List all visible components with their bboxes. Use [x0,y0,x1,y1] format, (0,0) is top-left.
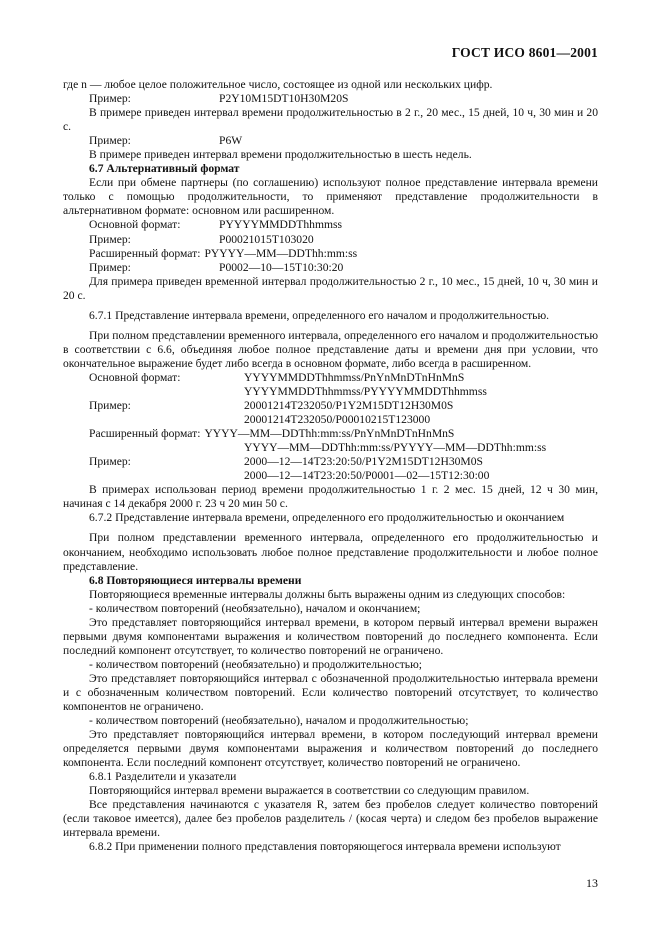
paragraph: Это представляет повторяющийся интервал времени, в котором последующий интервал времени определяется первыми двумя компонентами выражения и количеством повторений до последнего компонента. Если последний компонент отсутствует, количество повторений не ограничено. [63,728,598,770]
subsection-heading: 6.7.1 Представление интервала времени, определенного его началом и продолжительностью. [89,308,550,322]
example-label: Пример: [89,455,131,469]
format-row [63,427,598,441]
example-value: 2000—12—14T23:20:50/P0001—02—15T12:30:00 [244,469,490,483]
paragraph: Это представляет повторяющийся интервал времени, в котором первый интервал времени выражен первыми двумя компонентами выражения и количеством повторений до последнего компонента. Если последний компонент отсутствует, то количество повторений не ограничено. [63,615,598,657]
example-row [63,469,598,483]
example-label: Пример: [89,232,131,246]
page-number: 13 [586,876,598,890]
format-row [63,371,598,385]
example-row [63,261,598,275]
example-row [63,92,598,106]
format-row [63,218,598,232]
example-value: P6W [219,134,243,148]
paragraph: 6.8.2 При применении полного представления повторяющегося интервала времени используют [89,840,561,854]
format-label: Основной формат: [89,218,181,232]
example-label: Пример: [89,92,131,106]
paragraph: Повторяющиеся временные интервалы должны быть выражены одним из следующих способов: [89,587,566,601]
example-row [63,413,598,427]
example-row [63,134,598,148]
paragraph: В примере приведен интервал времени продолжительностью в шесть недель. [89,148,472,162]
format-row [63,441,598,455]
paragraph: Это представляет повторяющийся интервал с обозначенной продолжительностью интервала времени и с обозначенным количеством повторений. Если количество повторений отсутствует, то количество компонентов не ограничено. [63,671,598,714]
paragraph: Все представления начинаются с указателя R, затем без пробелов следует количество повторений (если таковое имеется), далее без пробелов разделитель / (косая черта) и следом без пробелов выражение интервала времени. [63,798,598,840]
example-row [63,399,598,413]
format-row [63,385,598,399]
paragraph: Повторяющийся интервал времени выражается в соответствии со следующим правилом. [89,784,530,798]
example-value: P00021015T103020 [219,232,314,246]
format-value: YYYY—MM—DDThh:mm:ss/PnYnMnDTnHnMnS [204,427,455,441]
example-value: 20001214T232050/P1Y2M15DT12H30M0S [244,399,454,413]
example-label: Пример: [89,134,131,148]
format-label: Расширенный формат: [89,246,201,260]
list-item: - количеством повторений (необязательно) и продолжительностью; [89,657,422,671]
example-value: 20001214T232050/P00010215T123000 [244,413,431,427]
section-heading: 6.8 Повторяющиеся интервалы времени [89,573,302,587]
paragraph: Если при обмене партнеры (по соглашению) используют полное представление интервала времени только с помощью продолжительности, то применяют представление продолжительности в альтернативном формате: основном или расширенном. [63,176,598,218]
list-item: - количеством повторений (необязательно), началом и продолжительностью; [89,714,469,728]
example-label: Пример: [89,399,131,413]
section-heading: 6.7 Альтернативный формат [89,162,240,176]
format-label: Расширенный формат: [89,427,201,441]
format-row [63,247,598,261]
subsection-heading: 6.8.1 Разделители и указатели [89,770,237,784]
list-item: - количеством повторений (необязательно), началом и окончанием; [89,601,421,615]
example-value: 2000—12—14T23:20:50/P1Y2M15DT12H30M0S [244,455,483,469]
example-row [63,233,598,247]
document-body [63,78,598,855]
format-value: YYYYMMDDThhmmss/PYYYYMMDDThhmmss [244,384,487,398]
example-value: P2Y10M15DT10H30M20S [219,92,349,106]
format-value: YYYYMMDDThhmmss/PnYnMnDTnHnMnS [244,370,465,384]
paragraph: Для примера приведен временной интервал продолжительностью 2 г., 10 мес., 15 дней, 10 ч, 30 мин и 20 с. [63,274,598,302]
format-label: Основной формат: [89,370,181,384]
example-row [63,455,598,469]
example-label: Пример: [89,260,131,274]
document-header: ГОСТ ИСО 8601—2001 [451,45,598,60]
format-value: PYYYY—MM—DDThh:mm:ss [204,246,358,260]
paragraph: В примере приведен интервал времени продолжительностью в 2 г., 20 мес., 15 дней, 10 ч, 30 мин и 20 с. [63,106,598,134]
paragraph: В примерах использован период времени продолжительностью 1 г. 2 мес. 15 дней, 12 ч 30 мин, начиная с 14 декабря 2000 г. 23 ч 20 мин 50 с. [63,483,598,511]
format-value: YYYY—MM—DDThh:mm:ss/PYYYY—MM—DDThh:mm:ss [244,441,547,455]
format-value: PYYYYMMDDThhmmss [219,218,343,232]
subsection-heading: 6.7.2 Представление интервала времени, определенного его продолжительностью и окончанием [89,511,565,525]
paragraph: При полном представлении временного интервала, определенного его продолжительностью и окончанием, необходимо использовать любое полное представление продолжительности и любое полное представление. [63,531,598,573]
example-value: P0002—10—15T10:30:20 [219,260,344,274]
paragraph: При полном представлении временного интервала, определенного его началом и продолжительностью в соответствии с 6.6, объединяя любое полное представление даты и времени дня при условии, что окончательное выражение будет либо всегда в основном формате, либо всегда в расширенном. [63,328,598,370]
paragraph: где n — любое целое положительное число, состоящее из одной или нескольких цифр. [63,78,493,91]
